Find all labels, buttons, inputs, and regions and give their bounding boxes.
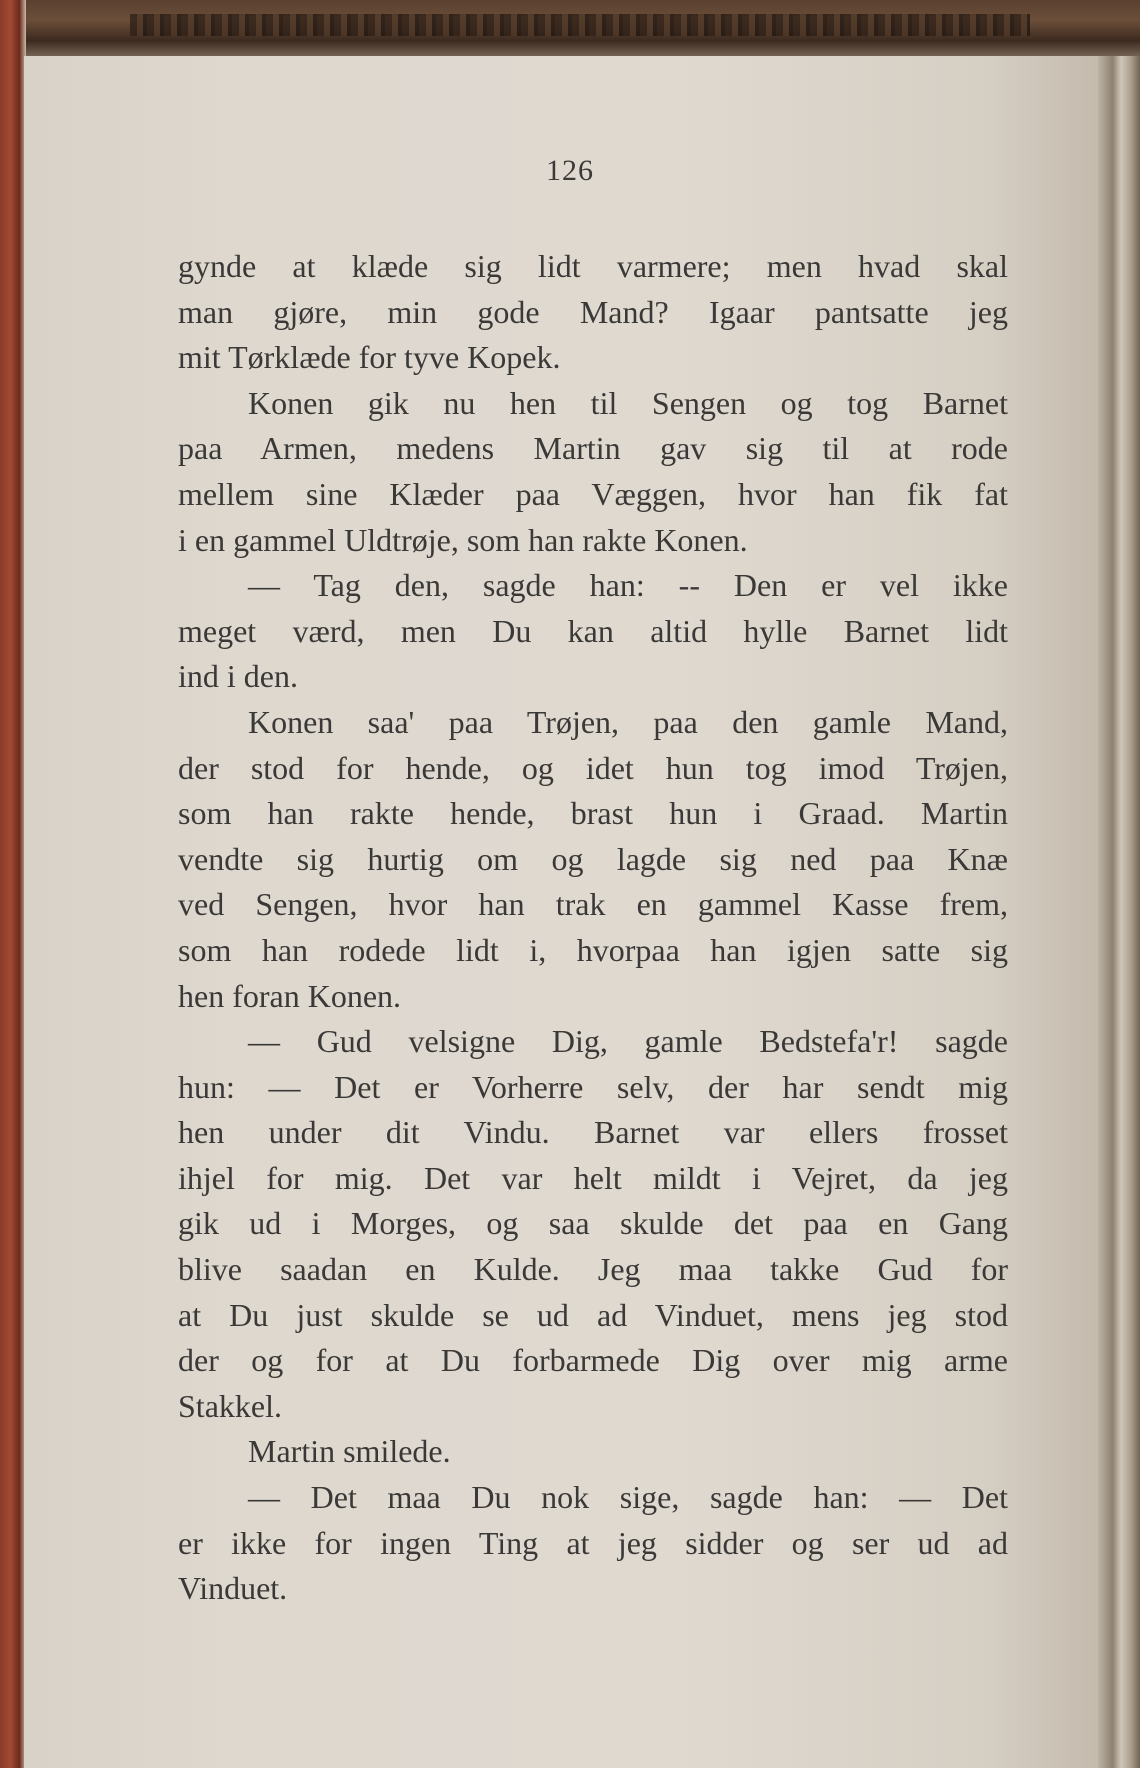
book-spine-texture bbox=[130, 14, 1030, 36]
text-line: Konen saa' paa Trøjen, paa den gamle Mand, bbox=[248, 703, 1008, 740]
text-line: hen under dit Vindu. Barnet var ellers frosset bbox=[178, 1114, 1008, 1151]
text-line: mit Tørklæde for tyve Kopek. bbox=[178, 339, 561, 376]
text-line: som han rodede lidt i, hvorpaa han igjen satte sig bbox=[178, 931, 1008, 968]
text-line: — Gud velsigne Dig, gamle Bedstefa'r! sagde bbox=[248, 1023, 1008, 1060]
book-top-edge bbox=[0, 0, 1140, 58]
text-line: der og for at Du forbarmede Dig over mig arme bbox=[178, 1342, 1008, 1379]
text-line: hen foran Konen. bbox=[178, 977, 402, 1014]
text-line: Konen gik nu hen til Sengen og tog Barnet bbox=[248, 384, 1008, 421]
text-line: paa Armen, medens Martin gav sig til at rode bbox=[178, 430, 1008, 467]
text-line: Martin smilede. bbox=[248, 1433, 451, 1470]
text-line: blive saadan en Kulde. Jeg maa takke Gud for bbox=[178, 1251, 1008, 1288]
text-line: hun: — Det er Vorherre selv, der har sendt mig bbox=[178, 1068, 1008, 1105]
text-line: — Tag den, sagde han: -- Den er vel ikke bbox=[248, 567, 1008, 604]
text-line: at Du just skulde se ud ad Vinduet, mens jeg stod bbox=[178, 1296, 1008, 1333]
book-cover-edge bbox=[0, 0, 26, 1768]
text-line: mellem sine Klæder paa Væggen, hvor han fik fat bbox=[178, 475, 1008, 512]
text-line: som han rakte hende, brast hun i Graad. Martin bbox=[178, 795, 1008, 832]
text-line: man gjøre, min gode Mand? Igaar pantsatte jeg bbox=[178, 293, 1008, 330]
text-line: Vinduet. bbox=[178, 1570, 288, 1607]
text-line: gik ud i Morges, og saa skulde det paa en Gang bbox=[178, 1205, 1008, 1242]
text-line: — Det maa Du nok sige, sagde han: — Det bbox=[248, 1479, 1008, 1516]
body-text bbox=[178, 244, 1008, 1612]
text-line: ind i den. bbox=[178, 658, 298, 695]
text-line: Stakkel. bbox=[178, 1387, 282, 1424]
text-line: ihjel for mig. Det var helt mildt i Vejret, da jeg bbox=[178, 1159, 1008, 1196]
page-stack-edge bbox=[1098, 56, 1140, 1768]
text-line: ved Sengen, hvor han trak en gammel Kasse frem, bbox=[178, 886, 1008, 923]
text-line: meget værd, men Du kan altid hylle Barnet lidt bbox=[178, 612, 1008, 649]
page-number: 126 bbox=[546, 154, 594, 187]
text-line: vendte sig hurtig om og lagde sig ned paa Knæ bbox=[178, 840, 1008, 877]
text-line: i en gammel Uldtrøje, som han rakte Konen. bbox=[178, 521, 748, 558]
text-line: der stod for hende, og idet hun tog imod Trøjen, bbox=[178, 749, 1008, 786]
text-line: gynde at klæde sig lidt varmere; men hvad skal bbox=[178, 248, 1008, 284]
text-line: er ikke for ingen Ting at jeg sidder og ser ud ad bbox=[178, 1524, 1008, 1561]
